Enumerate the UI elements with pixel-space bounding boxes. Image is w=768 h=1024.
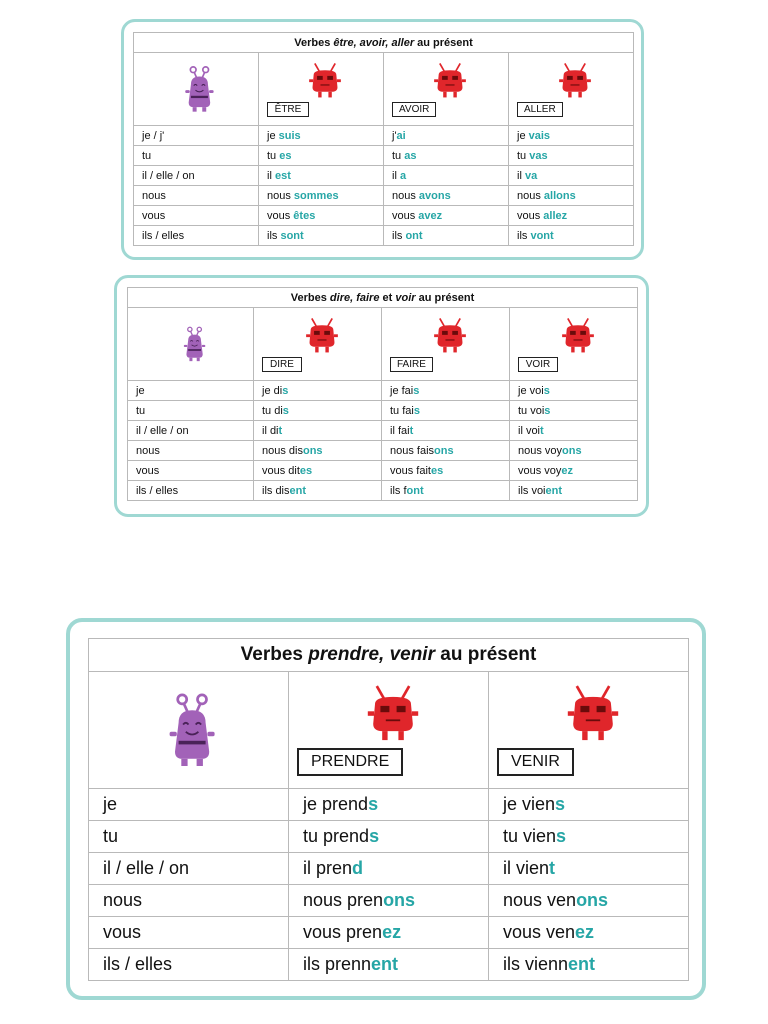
conjugation-cell: ils disent bbox=[254, 481, 382, 501]
conjugation-cell: tu vas bbox=[509, 146, 634, 166]
conjugation-cell: nous voyons bbox=[510, 441, 638, 461]
conjugation-cell: vous dites bbox=[254, 461, 382, 481]
conjugation-cell: tu es bbox=[259, 146, 384, 166]
pronoun-cell: je / j' bbox=[134, 126, 259, 146]
verb-header-voir bbox=[510, 308, 638, 381]
conjugation-table-dire-faire-voir bbox=[127, 287, 638, 501]
conjugation-cell: je vois bbox=[510, 381, 638, 401]
pronoun-cell: ils / elles bbox=[89, 949, 289, 981]
verb-label-venir: VENIR bbox=[497, 748, 574, 776]
table-row bbox=[134, 126, 634, 146]
red-verb-monster-icon bbox=[308, 62, 342, 100]
table-row bbox=[128, 481, 638, 501]
conjugation-table-etre-avoir-aller bbox=[133, 32, 634, 246]
red-verb-monster-icon bbox=[366, 684, 420, 744]
conjugation-cell: ils prennent bbox=[289, 949, 489, 981]
table-row bbox=[134, 166, 634, 186]
red-verb-monster-icon bbox=[433, 62, 467, 100]
table-row bbox=[134, 226, 634, 246]
conjugation-cell: nous prenons bbox=[289, 885, 489, 917]
conjugation-cell: vous êtes bbox=[259, 206, 384, 226]
conjugation-cell: nous venons bbox=[489, 885, 689, 917]
pronoun-cell: je bbox=[89, 789, 289, 821]
verb-header-avoir bbox=[384, 53, 509, 126]
conjugation-cell: tu as bbox=[384, 146, 509, 166]
conjugation-cell: tu dis bbox=[254, 401, 382, 421]
table-title: Verbes être, avoir, aller au présent bbox=[134, 33, 634, 53]
verb-label-faire: FAIRE bbox=[390, 357, 433, 372]
table-row bbox=[89, 949, 689, 981]
red-verb-monster-icon bbox=[433, 317, 467, 355]
table-row bbox=[128, 401, 638, 421]
pronoun-cell: nous bbox=[128, 441, 254, 461]
pronoun-cell: il / elle / on bbox=[89, 853, 289, 885]
verb-label-prendre: PRENDRE bbox=[297, 748, 403, 776]
pronoun-cell: vous bbox=[128, 461, 254, 481]
table-row bbox=[128, 441, 638, 461]
verb-header-aller bbox=[509, 53, 634, 126]
conjugation-cell: vous avez bbox=[384, 206, 509, 226]
conjugation-cell: je prends bbox=[289, 789, 489, 821]
conjugation-cell: vous prenez bbox=[289, 917, 489, 949]
conjugation-cell: vous venez bbox=[489, 917, 689, 949]
table-row bbox=[89, 885, 689, 917]
pronoun-cell: ils / elles bbox=[128, 481, 254, 501]
pronoun-cell: tu bbox=[134, 146, 259, 166]
conjugation-cell: ils viennent bbox=[489, 949, 689, 981]
conjugation-cell: vous voyez bbox=[510, 461, 638, 481]
red-verb-monster-icon bbox=[561, 317, 595, 355]
conjugation-cell: tu fais bbox=[382, 401, 510, 421]
conjugation-cell: nous allons bbox=[509, 186, 634, 206]
conjugation-cell: vous faites bbox=[382, 461, 510, 481]
table-row bbox=[89, 821, 689, 853]
pronoun-cell: vous bbox=[89, 917, 289, 949]
table-row bbox=[134, 186, 634, 206]
pronoun-cell: tu bbox=[89, 821, 289, 853]
verb-label-etre: ÊTRE bbox=[267, 102, 309, 117]
pronoun-cell: il / elle / on bbox=[128, 421, 254, 441]
conjugation-cell: nous disons bbox=[254, 441, 382, 461]
red-verb-monster-icon bbox=[566, 684, 620, 744]
verb-label-aller: ALLER bbox=[517, 102, 563, 117]
verb-header-dire bbox=[254, 308, 382, 381]
pronoun-header bbox=[134, 53, 259, 126]
conjugation-table-prendre-venir bbox=[88, 638, 689, 981]
table-row bbox=[128, 381, 638, 401]
table-title: Verbes prendre, venir au présent bbox=[89, 639, 689, 672]
conjugation-cell: ils voient bbox=[510, 481, 638, 501]
purple-pronoun-monster-icon bbox=[166, 692, 220, 768]
conjugation-cell: ils sont bbox=[259, 226, 384, 246]
conjugation-cell: je vais bbox=[509, 126, 634, 146]
pronoun-cell: tu bbox=[128, 401, 254, 421]
conjugation-cell: tu prends bbox=[289, 821, 489, 853]
conjugation-cell: il est bbox=[259, 166, 384, 186]
verb-header-prendre bbox=[289, 672, 489, 789]
purple-pronoun-monster-icon bbox=[183, 65, 217, 113]
pronoun-header bbox=[128, 308, 254, 381]
verb-label-voir: VOIR bbox=[518, 357, 558, 372]
table-title: Verbes dire, faire et voir au présent bbox=[128, 288, 638, 308]
conjugation-cell: nous avons bbox=[384, 186, 509, 206]
table-row bbox=[89, 917, 689, 949]
conjugation-cell: il voit bbox=[510, 421, 638, 441]
pronoun-cell: il / elle / on bbox=[134, 166, 259, 186]
conjugation-cell: il vient bbox=[489, 853, 689, 885]
red-verb-monster-icon bbox=[558, 62, 592, 100]
conjugation-cell: je suis bbox=[259, 126, 384, 146]
pronoun-cell: je bbox=[128, 381, 254, 401]
conjugation-cell: ils font bbox=[382, 481, 510, 501]
conjugation-cell: il va bbox=[509, 166, 634, 186]
pronoun-cell: ils / elles bbox=[134, 226, 259, 246]
conjugation-cell: je dis bbox=[254, 381, 382, 401]
pronoun-cell: nous bbox=[89, 885, 289, 917]
conjugation-cell: tu vois bbox=[510, 401, 638, 421]
table-row bbox=[134, 146, 634, 166]
conjugation-cell: il fait bbox=[382, 421, 510, 441]
conjugation-cell: nous sommes bbox=[259, 186, 384, 206]
conjugation-cell: je fais bbox=[382, 381, 510, 401]
table-row bbox=[128, 421, 638, 441]
table-row bbox=[134, 206, 634, 226]
pronoun-cell: nous bbox=[134, 186, 259, 206]
verb-label-avoir: AVOIR bbox=[392, 102, 436, 117]
table-row bbox=[89, 853, 689, 885]
verb-header-etre bbox=[259, 53, 384, 126]
conjugation-cell: j'ai bbox=[384, 126, 509, 146]
table-row bbox=[89, 789, 689, 821]
pronoun-header bbox=[89, 672, 289, 789]
conjugation-cell: il a bbox=[384, 166, 509, 186]
conjugation-cell: il dit bbox=[254, 421, 382, 441]
verb-header-faire bbox=[382, 308, 510, 381]
purple-pronoun-monster-icon bbox=[182, 326, 208, 362]
verb-label-dire: DIRE bbox=[262, 357, 302, 372]
conjugation-cell: il prend bbox=[289, 853, 489, 885]
conjugation-cell: tu viens bbox=[489, 821, 689, 853]
red-verb-monster-icon bbox=[305, 317, 339, 355]
conjugation-cell: ils ont bbox=[384, 226, 509, 246]
conjugation-cell: ils vont bbox=[509, 226, 634, 246]
conjugation-cell: je viens bbox=[489, 789, 689, 821]
pronoun-cell: vous bbox=[134, 206, 259, 226]
verb-header-venir bbox=[489, 672, 689, 789]
table-row bbox=[128, 461, 638, 481]
conjugation-cell: nous faisons bbox=[382, 441, 510, 461]
conjugation-cell: vous allez bbox=[509, 206, 634, 226]
